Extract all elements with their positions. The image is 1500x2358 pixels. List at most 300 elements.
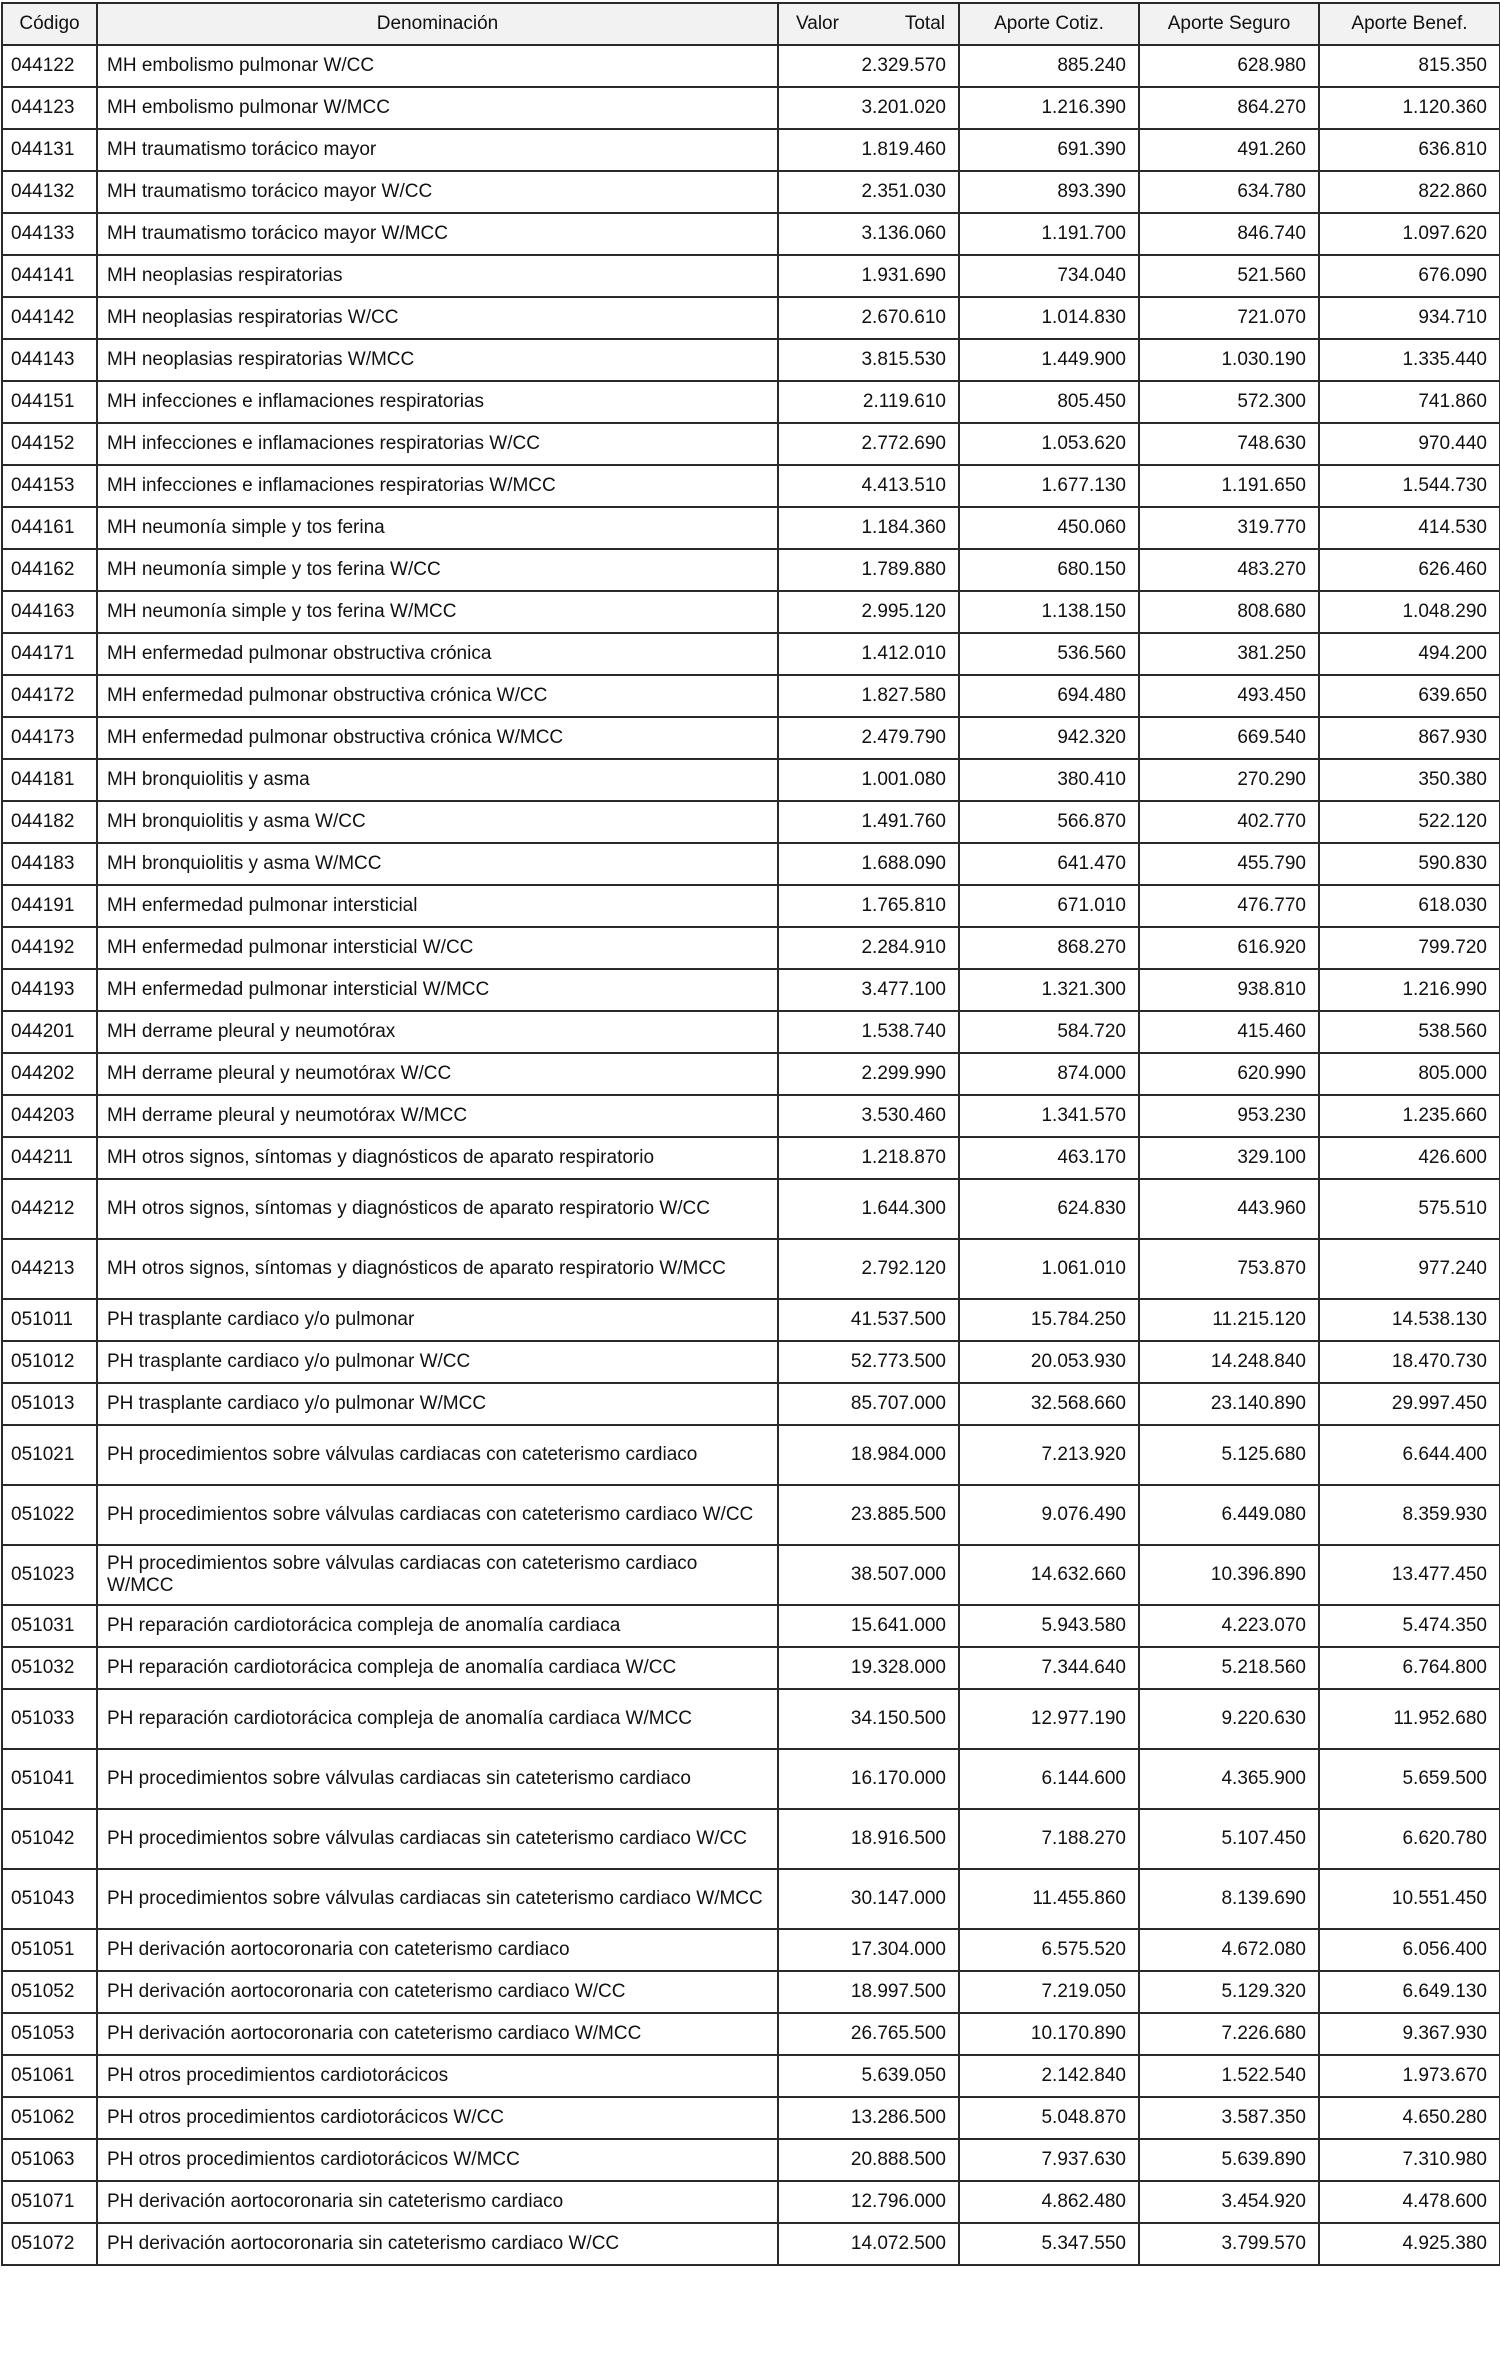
row-name: MH otros signos, síntomas y diagnósticos de aparato respiratorio W/MCC bbox=[97, 1239, 778, 1299]
row-code: 051062 bbox=[2, 2097, 97, 2139]
table-row bbox=[2, 1299, 1500, 1341]
row-benef: 1.120.360 bbox=[1319, 87, 1500, 129]
row-cotiz: 584.720 bbox=[959, 1011, 1139, 1053]
row-cotiz: 20.053.930 bbox=[959, 1341, 1139, 1383]
row-benef: 1.973.670 bbox=[1319, 2055, 1500, 2097]
row-code: 051022 bbox=[2, 1485, 97, 1545]
row-benef: 494.200 bbox=[1319, 633, 1500, 675]
table-row bbox=[2, 297, 1500, 339]
row-name: PH procedimientos sobre válvulas cardiacas sin cateterismo cardiaco W/MCC bbox=[97, 1869, 778, 1929]
row-code: 044132 bbox=[2, 171, 97, 213]
row-benef: 350.380 bbox=[1319, 759, 1500, 801]
row-name: PH trasplante cardiaco y/o pulmonar W/CC bbox=[97, 1341, 778, 1383]
table-row bbox=[2, 2055, 1500, 2097]
row-total: 26.765.500 bbox=[778, 2013, 959, 2055]
row-name: MH otros signos, síntomas y diagnósticos de aparato respiratorio W/CC bbox=[97, 1179, 778, 1239]
row-benef: 9.367.930 bbox=[1319, 2013, 1500, 2055]
row-cotiz: 7.188.270 bbox=[959, 1809, 1139, 1869]
row-total: 14.072.500 bbox=[778, 2223, 959, 2265]
row-code: 044212 bbox=[2, 1179, 97, 1239]
row-benef: 7.310.980 bbox=[1319, 2139, 1500, 2181]
row-code: 044171 bbox=[2, 633, 97, 675]
row-benef: 13.477.450 bbox=[1319, 1545, 1500, 1605]
row-name: PH otros procedimientos cardiotorácicos W/CC bbox=[97, 2097, 778, 2139]
row-cotiz: 1.216.390 bbox=[959, 87, 1139, 129]
table-row bbox=[2, 591, 1500, 633]
row-code: 044152 bbox=[2, 423, 97, 465]
row-name: MH traumatismo torácico mayor W/MCC bbox=[97, 213, 778, 255]
row-cotiz: 1.138.150 bbox=[959, 591, 1139, 633]
row-seguro: 616.920 bbox=[1139, 927, 1319, 969]
row-cotiz: 641.470 bbox=[959, 843, 1139, 885]
row-total: 2.299.990 bbox=[778, 1053, 959, 1095]
row-code: 051061 bbox=[2, 2055, 97, 2097]
row-benef: 1.335.440 bbox=[1319, 339, 1500, 381]
row-seguro: 938.810 bbox=[1139, 969, 1319, 1011]
table-row bbox=[2, 1605, 1500, 1647]
row-name: PH procedimientos sobre válvulas cardiacas con cateterismo cardiaco W/CC bbox=[97, 1485, 778, 1545]
row-seguro: 753.870 bbox=[1139, 1239, 1319, 1299]
row-name: MH neoplasias respiratorias W/MCC bbox=[97, 339, 778, 381]
row-benef: 29.997.450 bbox=[1319, 1383, 1500, 1425]
row-total: 23.885.500 bbox=[778, 1485, 959, 1545]
row-code: 044133 bbox=[2, 213, 97, 255]
row-seguro: 415.460 bbox=[1139, 1011, 1319, 1053]
row-code: 051021 bbox=[2, 1425, 97, 1485]
row-name: MH infecciones e inflamaciones respiratorias bbox=[97, 381, 778, 423]
row-name: PH derivación aortocoronaria sin cateterismo cardiaco W/CC bbox=[97, 2223, 778, 2265]
table-row bbox=[2, 633, 1500, 675]
row-name: PH procedimientos sobre válvulas cardiacas con cateterismo cardiaco bbox=[97, 1425, 778, 1485]
table-row bbox=[2, 1485, 1500, 1545]
row-name: MH enfermedad pulmonar obstructiva crónica bbox=[97, 633, 778, 675]
row-total: 3.530.460 bbox=[778, 1095, 959, 1137]
row-name: MH traumatismo torácico mayor W/CC bbox=[97, 171, 778, 213]
row-code: 051042 bbox=[2, 1809, 97, 1869]
row-total: 1.184.360 bbox=[778, 507, 959, 549]
row-benef: 522.120 bbox=[1319, 801, 1500, 843]
row-seguro: 11.215.120 bbox=[1139, 1299, 1319, 1341]
table-body bbox=[2, 45, 1500, 2265]
row-code: 051052 bbox=[2, 1971, 97, 2013]
table-row bbox=[2, 2097, 1500, 2139]
row-cotiz: 32.568.660 bbox=[959, 1383, 1139, 1425]
row-benef: 636.810 bbox=[1319, 129, 1500, 171]
row-benef: 970.440 bbox=[1319, 423, 1500, 465]
table-row bbox=[2, 843, 1500, 885]
row-total: 38.507.000 bbox=[778, 1545, 959, 1605]
row-seguro: 1.522.540 bbox=[1139, 2055, 1319, 2097]
row-total: 17.304.000 bbox=[778, 1929, 959, 1971]
row-name: MH embolismo pulmonar W/CC bbox=[97, 45, 778, 87]
row-cotiz: 7.344.640 bbox=[959, 1647, 1139, 1689]
table-row bbox=[2, 381, 1500, 423]
row-name: PH otros procedimientos cardiotorácicos bbox=[97, 2055, 778, 2097]
row-total: 3.136.060 bbox=[778, 213, 959, 255]
row-name: MH derrame pleural y neumotórax W/MCC bbox=[97, 1095, 778, 1137]
row-cotiz: 680.150 bbox=[959, 549, 1139, 591]
row-name: PH reparación cardiotorácica compleja de anomalía cardiaca bbox=[97, 1605, 778, 1647]
table-row bbox=[2, 885, 1500, 927]
row-total: 1.412.010 bbox=[778, 633, 959, 675]
row-name: PH derivación aortocoronaria con cateterismo cardiaco W/MCC bbox=[97, 2013, 778, 2055]
row-benef: 11.952.680 bbox=[1319, 1689, 1500, 1749]
row-benef: 14.538.130 bbox=[1319, 1299, 1500, 1341]
row-seguro: 572.300 bbox=[1139, 381, 1319, 423]
row-code: 051072 bbox=[2, 2223, 97, 2265]
table-row bbox=[2, 2223, 1500, 2265]
row-total: 18.984.000 bbox=[778, 1425, 959, 1485]
table-row bbox=[2, 1341, 1500, 1383]
table-row bbox=[2, 1545, 1500, 1605]
row-seguro: 6.449.080 bbox=[1139, 1485, 1319, 1545]
row-seguro: 319.770 bbox=[1139, 507, 1319, 549]
row-total: 3.201.020 bbox=[778, 87, 959, 129]
row-cotiz: 1.449.900 bbox=[959, 339, 1139, 381]
row-seguro: 4.672.080 bbox=[1139, 1929, 1319, 1971]
table-row bbox=[2, 2181, 1500, 2223]
row-code: 044143 bbox=[2, 339, 97, 381]
row-total: 1.931.690 bbox=[778, 255, 959, 297]
row-cotiz: 1.053.620 bbox=[959, 423, 1139, 465]
row-cotiz: 9.076.490 bbox=[959, 1485, 1139, 1545]
row-cotiz: 942.320 bbox=[959, 717, 1139, 759]
row-code: 044182 bbox=[2, 801, 97, 843]
row-seguro: 3.454.920 bbox=[1139, 2181, 1319, 2223]
table-row bbox=[2, 1749, 1500, 1809]
row-cotiz: 885.240 bbox=[959, 45, 1139, 87]
row-total: 3.477.100 bbox=[778, 969, 959, 1011]
row-seguro: 493.450 bbox=[1139, 675, 1319, 717]
row-total: 1.491.760 bbox=[778, 801, 959, 843]
row-cotiz: 694.480 bbox=[959, 675, 1139, 717]
row-total: 19.328.000 bbox=[778, 1647, 959, 1689]
row-cotiz: 2.142.840 bbox=[959, 2055, 1139, 2097]
row-seguro: 748.630 bbox=[1139, 423, 1319, 465]
row-seguro: 483.270 bbox=[1139, 549, 1319, 591]
row-benef: 822.860 bbox=[1319, 171, 1500, 213]
row-name: PH reparación cardiotorácica compleja de anomalía cardiaca W/CC bbox=[97, 1647, 778, 1689]
header-code: Código bbox=[2, 3, 97, 45]
row-name: MH enfermedad pulmonar intersticial W/CC bbox=[97, 927, 778, 969]
row-total: 2.284.910 bbox=[778, 927, 959, 969]
row-seguro: 808.680 bbox=[1139, 591, 1319, 633]
table-row bbox=[2, 213, 1500, 255]
row-benef: 6.620.780 bbox=[1319, 1809, 1500, 1869]
header-name: Denominación bbox=[97, 3, 778, 45]
row-seguro: 5.125.680 bbox=[1139, 1425, 1319, 1485]
row-total: 15.641.000 bbox=[778, 1605, 959, 1647]
row-total: 2.479.790 bbox=[778, 717, 959, 759]
row-cotiz: 11.455.860 bbox=[959, 1869, 1139, 1929]
row-cotiz: 893.390 bbox=[959, 171, 1139, 213]
table-row bbox=[2, 45, 1500, 87]
row-code: 044141 bbox=[2, 255, 97, 297]
row-cotiz: 12.977.190 bbox=[959, 1689, 1139, 1749]
row-seguro: 1.191.650 bbox=[1139, 465, 1319, 507]
row-code: 044183 bbox=[2, 843, 97, 885]
row-code: 051011 bbox=[2, 1299, 97, 1341]
row-benef: 805.000 bbox=[1319, 1053, 1500, 1095]
row-total: 1.789.880 bbox=[778, 549, 959, 591]
row-name: MH derrame pleural y neumotórax W/CC bbox=[97, 1053, 778, 1095]
row-benef: 1.048.290 bbox=[1319, 591, 1500, 633]
header-value-total bbox=[778, 3, 959, 45]
table-row bbox=[2, 339, 1500, 381]
row-total: 16.170.000 bbox=[778, 1749, 959, 1809]
row-total: 1.218.870 bbox=[778, 1137, 959, 1179]
row-seguro: 628.980 bbox=[1139, 45, 1319, 87]
table-row bbox=[2, 1647, 1500, 1689]
row-code: 044142 bbox=[2, 297, 97, 339]
row-code: 051023 bbox=[2, 1545, 97, 1605]
table-row bbox=[2, 549, 1500, 591]
row-name: MH derrame pleural y neumotórax bbox=[97, 1011, 778, 1053]
row-benef: 799.720 bbox=[1319, 927, 1500, 969]
row-benef: 1.235.660 bbox=[1319, 1095, 1500, 1137]
table-row bbox=[2, 1179, 1500, 1239]
row-total: 2.792.120 bbox=[778, 1239, 959, 1299]
row-benef: 1.097.620 bbox=[1319, 213, 1500, 255]
row-seguro: 7.226.680 bbox=[1139, 2013, 1319, 2055]
row-cotiz: 450.060 bbox=[959, 507, 1139, 549]
row-benef: 6.649.130 bbox=[1319, 1971, 1500, 2013]
row-benef: 8.359.930 bbox=[1319, 1485, 1500, 1545]
row-code: 044131 bbox=[2, 129, 97, 171]
row-total: 2.119.610 bbox=[778, 381, 959, 423]
row-cotiz: 805.450 bbox=[959, 381, 1139, 423]
row-total: 2.329.570 bbox=[778, 45, 959, 87]
row-code: 044151 bbox=[2, 381, 97, 423]
row-cotiz: 1.321.300 bbox=[959, 969, 1139, 1011]
header-cotiz: Aporte Cotiz. bbox=[959, 3, 1139, 45]
row-seguro: 4.223.070 bbox=[1139, 1605, 1319, 1647]
row-benef: 6.644.400 bbox=[1319, 1425, 1500, 1485]
table-row bbox=[2, 1239, 1500, 1299]
row-seguro: 521.560 bbox=[1139, 255, 1319, 297]
table-row bbox=[2, 171, 1500, 213]
row-benef: 676.090 bbox=[1319, 255, 1500, 297]
table-row bbox=[2, 1809, 1500, 1869]
row-cotiz: 7.937.630 bbox=[959, 2139, 1139, 2181]
row-benef: 626.460 bbox=[1319, 549, 1500, 591]
row-name: MH enfermedad pulmonar obstructiva crónica W/CC bbox=[97, 675, 778, 717]
row-cotiz: 691.390 bbox=[959, 129, 1139, 171]
row-name: MH neoplasias respiratorias bbox=[97, 255, 778, 297]
row-name: MH infecciones e inflamaciones respiratorias W/MCC bbox=[97, 465, 778, 507]
row-code: 044153 bbox=[2, 465, 97, 507]
table-row bbox=[2, 927, 1500, 969]
row-name: MH enfermedad pulmonar intersticial W/MCC bbox=[97, 969, 778, 1011]
row-code: 044123 bbox=[2, 87, 97, 129]
row-seguro: 476.770 bbox=[1139, 885, 1319, 927]
row-seguro: 3.587.350 bbox=[1139, 2097, 1319, 2139]
header-total-label: Total bbox=[904, 13, 945, 34]
row-benef: 6.056.400 bbox=[1319, 1929, 1500, 1971]
row-cotiz: 6.575.520 bbox=[959, 1929, 1139, 1971]
row-seguro: 620.990 bbox=[1139, 1053, 1319, 1095]
row-cotiz: 5.347.550 bbox=[959, 2223, 1139, 2265]
row-seguro: 5.107.450 bbox=[1139, 1809, 1319, 1869]
row-seguro: 270.290 bbox=[1139, 759, 1319, 801]
row-benef: 741.860 bbox=[1319, 381, 1500, 423]
row-code: 051032 bbox=[2, 1647, 97, 1689]
row-code: 051071 bbox=[2, 2181, 97, 2223]
row-code: 051041 bbox=[2, 1749, 97, 1809]
row-seguro: 5.129.320 bbox=[1139, 1971, 1319, 2013]
row-name: MH bronquiolitis y asma bbox=[97, 759, 778, 801]
table-row bbox=[2, 1383, 1500, 1425]
row-benef: 815.350 bbox=[1319, 45, 1500, 87]
row-total: 1.001.080 bbox=[778, 759, 959, 801]
row-code: 051051 bbox=[2, 1929, 97, 1971]
row-total: 20.888.500 bbox=[778, 2139, 959, 2181]
row-seguro: 455.790 bbox=[1139, 843, 1319, 885]
row-total: 5.639.050 bbox=[778, 2055, 959, 2097]
row-seguro: 4.365.900 bbox=[1139, 1749, 1319, 1809]
row-seguro: 1.030.190 bbox=[1139, 339, 1319, 381]
row-benef: 639.650 bbox=[1319, 675, 1500, 717]
row-code: 051013 bbox=[2, 1383, 97, 1425]
row-name: MH enfermedad pulmonar obstructiva crónica W/MCC bbox=[97, 717, 778, 759]
row-code: 044181 bbox=[2, 759, 97, 801]
row-total: 12.796.000 bbox=[778, 2181, 959, 2223]
table-row bbox=[2, 1689, 1500, 1749]
row-name: PH trasplante cardiaco y/o pulmonar W/MCC bbox=[97, 1383, 778, 1425]
row-benef: 575.510 bbox=[1319, 1179, 1500, 1239]
row-benef: 5.474.350 bbox=[1319, 1605, 1500, 1647]
row-cotiz: 5.048.870 bbox=[959, 2097, 1139, 2139]
row-total: 2.995.120 bbox=[778, 591, 959, 633]
row-total: 3.815.530 bbox=[778, 339, 959, 381]
row-cotiz: 14.632.660 bbox=[959, 1545, 1139, 1605]
row-total: 4.413.510 bbox=[778, 465, 959, 507]
row-benef: 867.930 bbox=[1319, 717, 1500, 759]
row-total: 1.644.300 bbox=[778, 1179, 959, 1239]
table-row bbox=[2, 423, 1500, 465]
row-code: 051031 bbox=[2, 1605, 97, 1647]
row-seguro: 402.770 bbox=[1139, 801, 1319, 843]
row-total: 52.773.500 bbox=[778, 1341, 959, 1383]
row-benef: 1.216.990 bbox=[1319, 969, 1500, 1011]
table-row bbox=[2, 717, 1500, 759]
row-name: MH bronquiolitis y asma W/CC bbox=[97, 801, 778, 843]
table-row bbox=[2, 507, 1500, 549]
row-code: 044201 bbox=[2, 1011, 97, 1053]
row-total: 41.537.500 bbox=[778, 1299, 959, 1341]
row-code: 051053 bbox=[2, 2013, 97, 2055]
row-cotiz: 734.040 bbox=[959, 255, 1139, 297]
header-seguro: Aporte Seguro bbox=[1139, 3, 1319, 45]
header-row bbox=[2, 3, 1500, 45]
table-row bbox=[2, 87, 1500, 129]
row-total: 2.670.610 bbox=[778, 297, 959, 339]
row-benef: 426.600 bbox=[1319, 1137, 1500, 1179]
row-cotiz: 1.014.830 bbox=[959, 297, 1139, 339]
row-cotiz: 15.784.250 bbox=[959, 1299, 1139, 1341]
row-name: MH neoplasias respiratorias W/CC bbox=[97, 297, 778, 339]
table-row bbox=[2, 969, 1500, 1011]
row-code: 044161 bbox=[2, 507, 97, 549]
table-row bbox=[2, 1869, 1500, 1929]
row-benef: 414.530 bbox=[1319, 507, 1500, 549]
row-name: PH derivación aortocoronaria sin cateterismo cardiaco bbox=[97, 2181, 778, 2223]
row-cotiz: 10.170.890 bbox=[959, 2013, 1139, 2055]
row-seguro: 491.260 bbox=[1139, 129, 1319, 171]
row-name: MH infecciones e inflamaciones respiratorias W/CC bbox=[97, 423, 778, 465]
row-seguro: 5.639.890 bbox=[1139, 2139, 1319, 2181]
row-seguro: 8.139.690 bbox=[1139, 1869, 1319, 1929]
row-code: 051012 bbox=[2, 1341, 97, 1383]
table-row bbox=[2, 759, 1500, 801]
row-name: PH procedimientos sobre válvulas cardiacas con cateterismo cardiaco W/MCC bbox=[97, 1545, 778, 1605]
table-row bbox=[2, 1971, 1500, 2013]
table-row bbox=[2, 129, 1500, 171]
row-cotiz: 1.061.010 bbox=[959, 1239, 1139, 1299]
row-seguro: 3.799.570 bbox=[1139, 2223, 1319, 2265]
row-code: 051033 bbox=[2, 1689, 97, 1749]
row-name: MH enfermedad pulmonar intersticial bbox=[97, 885, 778, 927]
row-name: PH procedimientos sobre válvulas cardiacas sin cateterismo cardiaco bbox=[97, 1749, 778, 1809]
row-seguro: 10.396.890 bbox=[1139, 1545, 1319, 1605]
row-seguro: 443.960 bbox=[1139, 1179, 1319, 1239]
row-name: MH neumonía simple y tos ferina W/CC bbox=[97, 549, 778, 591]
row-code: 044192 bbox=[2, 927, 97, 969]
row-code: 051043 bbox=[2, 1869, 97, 1929]
row-code: 044163 bbox=[2, 591, 97, 633]
row-cotiz: 671.010 bbox=[959, 885, 1139, 927]
row-seguro: 846.740 bbox=[1139, 213, 1319, 255]
row-cotiz: 7.213.920 bbox=[959, 1425, 1139, 1485]
row-code: 044193 bbox=[2, 969, 97, 1011]
row-benef: 977.240 bbox=[1319, 1239, 1500, 1299]
row-benef: 18.470.730 bbox=[1319, 1341, 1500, 1383]
row-seguro: 634.780 bbox=[1139, 171, 1319, 213]
header-value-label: Valor bbox=[796, 13, 839, 34]
table-row bbox=[2, 1137, 1500, 1179]
row-benef: 538.560 bbox=[1319, 1011, 1500, 1053]
row-name: PH otros procedimientos cardiotorácicos W/MCC bbox=[97, 2139, 778, 2181]
row-total: 30.147.000 bbox=[778, 1869, 959, 1929]
row-seguro: 953.230 bbox=[1139, 1095, 1319, 1137]
row-total: 1.819.460 bbox=[778, 129, 959, 171]
header-benef: Aporte Benef. bbox=[1319, 3, 1500, 45]
row-benef: 4.478.600 bbox=[1319, 2181, 1500, 2223]
row-code: 044122 bbox=[2, 45, 97, 87]
row-cotiz: 7.219.050 bbox=[959, 1971, 1139, 2013]
row-cotiz: 1.191.700 bbox=[959, 213, 1139, 255]
row-code: 044202 bbox=[2, 1053, 97, 1095]
row-benef: 4.925.380 bbox=[1319, 2223, 1500, 2265]
row-benef: 5.659.500 bbox=[1319, 1749, 1500, 1809]
row-seguro: 329.100 bbox=[1139, 1137, 1319, 1179]
row-cotiz: 868.270 bbox=[959, 927, 1139, 969]
row-cotiz: 566.870 bbox=[959, 801, 1139, 843]
table-row bbox=[2, 1425, 1500, 1485]
row-cotiz: 624.830 bbox=[959, 1179, 1139, 1239]
row-code: 044173 bbox=[2, 717, 97, 759]
row-total: 18.997.500 bbox=[778, 1971, 959, 2013]
row-code: 044191 bbox=[2, 885, 97, 927]
row-name: MH bronquiolitis y asma W/MCC bbox=[97, 843, 778, 885]
row-seguro: 864.270 bbox=[1139, 87, 1319, 129]
row-benef: 934.710 bbox=[1319, 297, 1500, 339]
row-cotiz: 4.862.480 bbox=[959, 2181, 1139, 2223]
row-cotiz: 1.677.130 bbox=[959, 465, 1139, 507]
row-cotiz: 463.170 bbox=[959, 1137, 1139, 1179]
row-name: MH neumonía simple y tos ferina W/MCC bbox=[97, 591, 778, 633]
row-cotiz: 6.144.600 bbox=[959, 1749, 1139, 1809]
